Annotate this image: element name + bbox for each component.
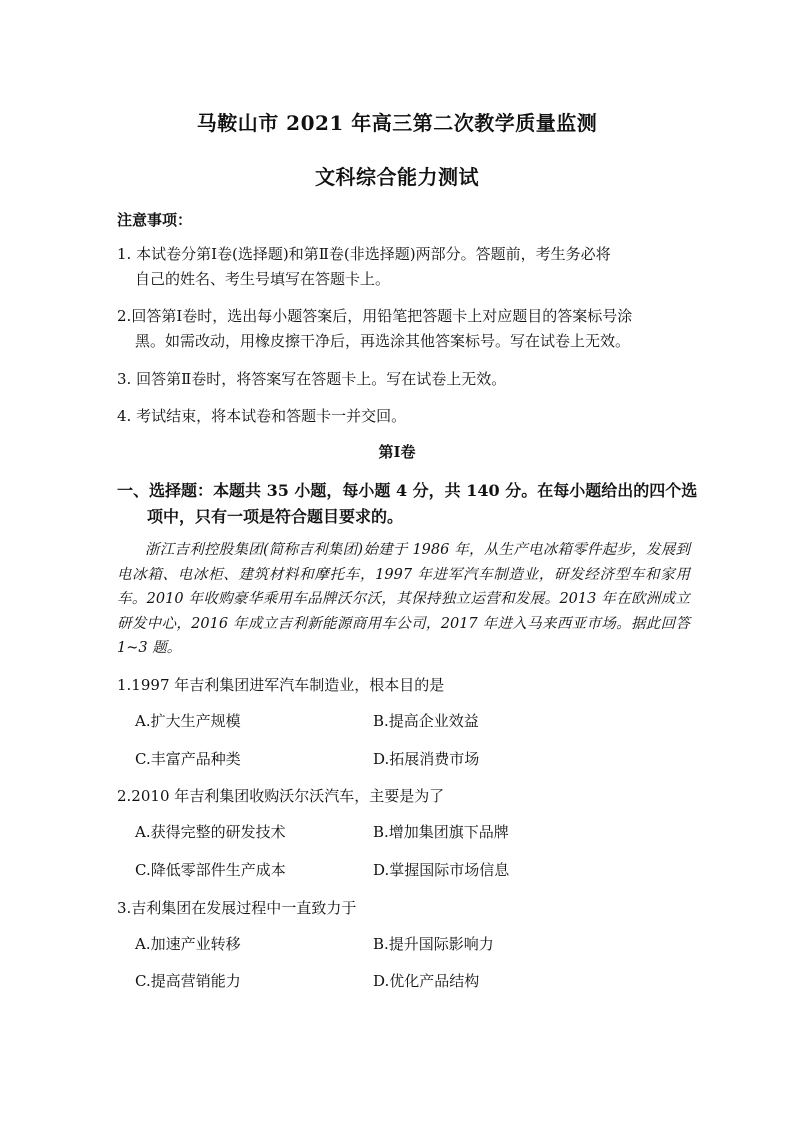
question-3-option-b: B.提升国际影响力 [373,935,494,953]
question-2-stem: 2.2010 年吉利集团收购沃尔沃汽车，主要是为了 [117,787,445,805]
section-heading [117,478,707,530]
question-1-stem: 1.1997 年吉利集团进军汽车制造业，根本目的是 [117,676,445,694]
notice-item-text-continued: 自己的姓名、考生号填写在答题卡上。 [135,270,391,288]
notice-item-number: 2. [117,307,132,325]
notice-heading: 注意事项： [117,211,193,229]
question-2-option-c: C.降低零部件生产成本 [135,861,286,879]
notice-item-4 [117,404,687,429]
question-2-option-b: B.增加集团旗下品牌 [373,823,509,841]
question-3-option-c: C.提高营销能力 [135,972,241,990]
notice-item-text-continued: 黑。如需改动，用橡皮擦干净后，再选涂其他答案标号。写在试卷上无效。 [135,332,631,350]
section-heading-line-2: 项中，只有一项是符合题目要求的。 [147,507,404,526]
question-3-option-a: A.加速产业转移 [135,935,241,953]
notice-item-text: 本试卷分第Ⅰ卷(选择题)和第Ⅱ卷(非选择题)两部分。答题前，考生务必将 [136,245,611,263]
question-1-option-d: D.拓展消费市场 [373,750,480,768]
question-1-option-a: A.扩大生产规模 [135,712,241,730]
question-3-stem: 3.吉利集团在发展过程中一直致力于 [117,899,357,917]
notice-item-text: 回答第Ⅰ卷时，选出每小题答案后，用铅笔把答题卡上对应题目的答案标号涂 [131,307,633,325]
exam-title: 马鞍山市 2021 年高三第二次教学质量监测 [196,111,598,135]
notice-item-text: 回答第Ⅱ卷时，将答案写在答题卡上。写在试卷上无效。 [136,370,507,388]
notice-item-2 [117,304,687,354]
question-1-option-c: C.丰富产品种类 [135,750,241,768]
notice-item-1 [117,242,687,292]
reading-passage: 浙江吉利控股集团(简称吉利集团)始建于 1986 年，从生产电冰箱零件起步，发展到电冰箱、电冰柜、建筑材料和摩托车，1997 年进军汽车制造业，研发经济型车和家用车。2010 年收购豪华乘用车品牌沃尔沃，其保持独立运营和发展。2013 年在欧洲成立研发中心，2016 年成立吉利新能源商用车公司，2017 年进入马来西亚市场。据此回答 1~3 题。 [117,542,690,656]
question-1-option-b: B.提高企业效益 [373,712,479,730]
notice-item-number: 3. [117,370,137,388]
exam-subtitle: 文科综合能力测试 [315,165,479,189]
notice-item-text: 考试结束，将本试卷和答题卡一并交回。 [136,407,407,425]
question-2-option-a: A.获得完整的研发技术 [135,823,286,841]
part-title: 第Ⅰ卷 [378,443,416,461]
notice-item-number: 4. [117,407,137,425]
notice-item-number: 1. [117,245,137,263]
section-heading-line-1: 一、选择题：本题共 35 小题，每小题 4 分，共 140 分。在每小题给出的四个选 [117,481,698,500]
notice-item-3 [117,367,687,392]
question-2-option-d: D.掌握国际市场信息 [373,861,510,879]
question-3-option-d: D.优化产品结构 [373,972,480,990]
